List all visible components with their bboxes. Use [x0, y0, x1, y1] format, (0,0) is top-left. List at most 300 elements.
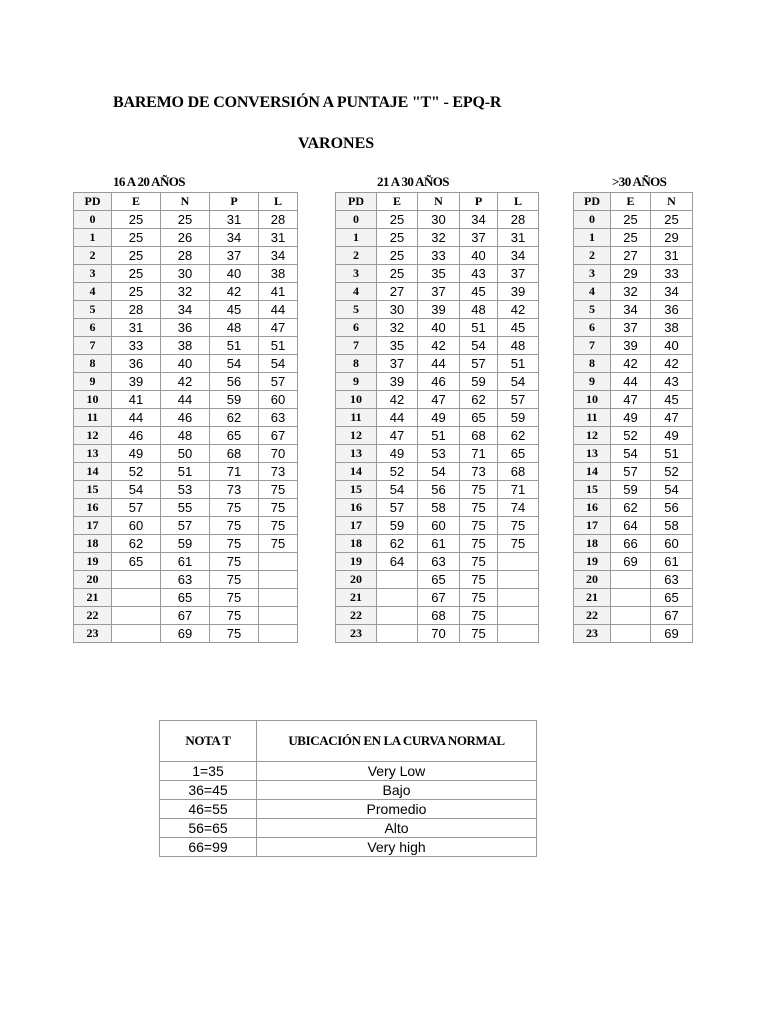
score-cell: 47 — [651, 409, 693, 427]
score-cell — [377, 589, 418, 607]
score-cell — [112, 625, 161, 643]
pd-cell: 19 — [336, 553, 377, 571]
score-cell: 62 — [498, 427, 539, 445]
score-cell: 43 — [460, 265, 498, 283]
score-cell: 75 — [210, 499, 259, 517]
ubicacion-cell: Alto — [257, 819, 537, 838]
score-cell — [498, 553, 539, 571]
score-cell: 54 — [418, 463, 460, 481]
table-label-21-30: 21 A 30 AÑOS — [377, 174, 449, 189]
pd-cell: 17 — [336, 517, 377, 535]
score-cell: 33 — [651, 265, 693, 283]
table-row — [336, 211, 539, 229]
table-row — [74, 337, 298, 355]
table-row — [574, 571, 693, 589]
score-cell: 75 — [210, 607, 259, 625]
pd-cell: 22 — [574, 607, 611, 625]
score-cell: 48 — [460, 301, 498, 319]
score-cell: 45 — [210, 301, 259, 319]
score-cell: 46 — [112, 427, 161, 445]
score-cell: 75 — [460, 625, 498, 643]
score-cell: 47 — [418, 391, 460, 409]
pd-cell: 22 — [74, 607, 112, 625]
table-row — [574, 319, 693, 337]
score-cell: 51 — [210, 337, 259, 355]
pd-cell: 9 — [574, 373, 611, 391]
pd-cell: 6 — [574, 319, 611, 337]
score-cell: 37 — [611, 319, 651, 337]
score-cell: 44 — [611, 373, 651, 391]
pd-cell: 10 — [74, 391, 112, 409]
pd-cell: 6 — [336, 319, 377, 337]
pd-cell: 15 — [574, 481, 611, 499]
score-cell: 34 — [460, 211, 498, 229]
score-cell: 75 — [460, 517, 498, 535]
table-row — [336, 463, 539, 481]
score-cell: 59 — [161, 535, 210, 553]
pd-cell: 4 — [574, 283, 611, 301]
score-cell: 25 — [377, 229, 418, 247]
pd-cell: 7 — [574, 337, 611, 355]
table-row — [336, 319, 539, 337]
score-cell: 36 — [161, 319, 210, 337]
score-cell: 65 — [651, 589, 693, 607]
score-cell: 44 — [112, 409, 161, 427]
score-cell: 59 — [498, 409, 539, 427]
score-cell: 61 — [418, 535, 460, 553]
score-cell — [259, 571, 298, 589]
pd-cell: 4 — [74, 283, 112, 301]
pd-cell: 22 — [336, 607, 377, 625]
score-cell: 51 — [460, 319, 498, 337]
nota-t-cell: 56=65 — [160, 819, 257, 838]
pd-cell: 10 — [574, 391, 611, 409]
column-header: N — [651, 193, 693, 211]
score-cell: 45 — [460, 283, 498, 301]
table-row — [74, 355, 298, 373]
score-cell: 75 — [498, 535, 539, 553]
score-cell: 67 — [259, 427, 298, 445]
score-cell: 63 — [418, 553, 460, 571]
pd-cell: 19 — [574, 553, 611, 571]
score-cell: 52 — [651, 463, 693, 481]
score-cell: 37 — [210, 247, 259, 265]
pd-cell: 21 — [336, 589, 377, 607]
nota-row — [160, 838, 537, 857]
pd-cell: 20 — [74, 571, 112, 589]
score-cell: 49 — [377, 445, 418, 463]
table-row — [574, 211, 693, 229]
table-row — [574, 427, 693, 445]
table-row — [336, 553, 539, 571]
table-row — [336, 265, 539, 283]
score-cell: 25 — [112, 229, 161, 247]
score-cell: 25 — [377, 265, 418, 283]
pd-cell: 13 — [74, 445, 112, 463]
score-cell: 74 — [498, 499, 539, 517]
nota-t-table — [159, 720, 537, 857]
score-cell: 54 — [611, 445, 651, 463]
nota-t-cell: 1=35 — [160, 762, 257, 781]
score-cell: 28 — [498, 211, 539, 229]
score-cell: 52 — [112, 463, 161, 481]
score-cell: 59 — [460, 373, 498, 391]
pd-cell: 6 — [74, 319, 112, 337]
score-cell: 57 — [112, 499, 161, 517]
score-cell: 34 — [259, 247, 298, 265]
score-cell: 25 — [112, 265, 161, 283]
score-cell: 36 — [112, 355, 161, 373]
score-cell: 75 — [460, 553, 498, 571]
score-cell: 35 — [418, 265, 460, 283]
table-row — [336, 373, 539, 391]
score-cell: 73 — [460, 463, 498, 481]
score-cell: 25 — [377, 211, 418, 229]
score-cell: 75 — [460, 481, 498, 499]
table-row — [336, 481, 539, 499]
pd-cell: 18 — [574, 535, 611, 553]
table-row — [574, 301, 693, 319]
pd-cell: 3 — [574, 265, 611, 283]
score-cell: 62 — [460, 391, 498, 409]
score-cell: 71 — [460, 445, 498, 463]
score-cell: 47 — [259, 319, 298, 337]
score-cell — [377, 607, 418, 625]
page-title: BAREMO DE CONVERSIÓN A PUNTAJE "T" - EPQ-R — [113, 94, 502, 111]
score-cell: 32 — [161, 283, 210, 301]
score-cell: 34 — [161, 301, 210, 319]
score-cell: 51 — [259, 337, 298, 355]
nota-t-cell: 36=45 — [160, 781, 257, 800]
score-cell — [112, 607, 161, 625]
nota-row — [160, 819, 537, 838]
score-cell: 75 — [210, 571, 259, 589]
table-row — [336, 517, 539, 535]
score-cell: 47 — [611, 391, 651, 409]
pd-cell: 5 — [336, 301, 377, 319]
score-cell: 75 — [460, 571, 498, 589]
score-cell: 51 — [498, 355, 539, 373]
score-cell: 75 — [460, 535, 498, 553]
table-row — [74, 553, 298, 571]
score-cell: 49 — [611, 409, 651, 427]
pd-cell: 20 — [336, 571, 377, 589]
column-header: N — [418, 193, 460, 211]
score-cell: 43 — [651, 373, 693, 391]
score-cell: 38 — [259, 265, 298, 283]
nota-row — [160, 781, 537, 800]
table-row — [336, 301, 539, 319]
table-row — [574, 463, 693, 481]
pd-cell: 15 — [74, 481, 112, 499]
table-row — [74, 301, 298, 319]
table-row — [74, 625, 298, 643]
score-cell: 65 — [161, 589, 210, 607]
score-cell — [377, 571, 418, 589]
score-cell: 25 — [611, 229, 651, 247]
score-cell: 63 — [161, 571, 210, 589]
score-cell: 65 — [498, 445, 539, 463]
table-row — [336, 445, 539, 463]
score-cell: 32 — [377, 319, 418, 337]
score-cell — [498, 625, 539, 643]
score-cell: 44 — [377, 409, 418, 427]
column-header: E — [611, 193, 651, 211]
score-cell: 29 — [651, 229, 693, 247]
score-cell: 57 — [460, 355, 498, 373]
pd-cell: 13 — [336, 445, 377, 463]
score-cell — [611, 625, 651, 643]
score-cell: 48 — [161, 427, 210, 445]
table-row — [574, 337, 693, 355]
score-cell: 56 — [651, 499, 693, 517]
pd-cell: 3 — [74, 265, 112, 283]
pd-cell: 16 — [336, 499, 377, 517]
score-cell: 34 — [651, 283, 693, 301]
score-cell: 69 — [161, 625, 210, 643]
score-cell: 75 — [460, 607, 498, 625]
score-cell — [259, 607, 298, 625]
score-cell: 41 — [259, 283, 298, 301]
score-cell: 27 — [377, 283, 418, 301]
table-row — [574, 499, 693, 517]
table-row — [574, 481, 693, 499]
score-cell: 57 — [611, 463, 651, 481]
score-cell: 31 — [210, 211, 259, 229]
score-cell: 35 — [377, 337, 418, 355]
table-header — [574, 193, 693, 211]
score-cell: 54 — [112, 481, 161, 499]
table-row — [574, 373, 693, 391]
table-row — [74, 517, 298, 535]
score-cell: 54 — [651, 481, 693, 499]
score-cell: 68 — [498, 463, 539, 481]
pd-cell: 23 — [74, 625, 112, 643]
nota-body — [160, 762, 537, 857]
table-body — [574, 211, 693, 643]
score-cell: 31 — [112, 319, 161, 337]
table-row — [574, 409, 693, 427]
nota-t-cell: 66=99 — [160, 838, 257, 857]
score-cell: 39 — [611, 337, 651, 355]
table-row — [74, 247, 298, 265]
score-cell: 50 — [161, 445, 210, 463]
score-cell: 42 — [418, 337, 460, 355]
score-cell — [498, 589, 539, 607]
score-cell: 67 — [161, 607, 210, 625]
score-cell: 67 — [651, 607, 693, 625]
score-cell: 54 — [377, 481, 418, 499]
score-cell: 32 — [418, 229, 460, 247]
table-row — [74, 283, 298, 301]
table-row — [574, 283, 693, 301]
score-cell: 71 — [498, 481, 539, 499]
table-body — [336, 211, 539, 643]
table-row — [336, 409, 539, 427]
table-header-row — [74, 193, 298, 211]
score-cell: 37 — [460, 229, 498, 247]
pd-cell: 23 — [574, 625, 611, 643]
score-cell: 30 — [418, 211, 460, 229]
score-cell: 75 — [460, 589, 498, 607]
score-cell: 68 — [210, 445, 259, 463]
pd-cell: 12 — [74, 427, 112, 445]
table-row — [74, 445, 298, 463]
ubicacion-cell: Very high — [257, 838, 537, 857]
pd-cell: 9 — [336, 373, 377, 391]
table-row — [74, 607, 298, 625]
table-row — [74, 229, 298, 247]
table-row — [574, 625, 693, 643]
score-cell: 60 — [112, 517, 161, 535]
score-cell — [498, 607, 539, 625]
table-row — [574, 553, 693, 571]
score-cell: 25 — [112, 283, 161, 301]
score-cell: 57 — [161, 517, 210, 535]
score-cell: 65 — [460, 409, 498, 427]
ubicacion-cell: Promedio — [257, 800, 537, 819]
table-row — [74, 319, 298, 337]
pd-cell: 8 — [574, 355, 611, 373]
score-cell: 31 — [498, 229, 539, 247]
score-cell: 59 — [210, 391, 259, 409]
pd-cell: 14 — [336, 463, 377, 481]
score-cell: 34 — [498, 247, 539, 265]
score-cell: 75 — [259, 481, 298, 499]
pd-cell: 14 — [74, 463, 112, 481]
score-cell — [611, 571, 651, 589]
table-row — [574, 607, 693, 625]
table-row — [574, 265, 693, 283]
score-cell: 75 — [210, 517, 259, 535]
pd-cell: 8 — [74, 355, 112, 373]
score-cell: 62 — [611, 499, 651, 517]
score-cell: 54 — [210, 355, 259, 373]
pd-cell: 18 — [336, 535, 377, 553]
column-header: P — [460, 193, 498, 211]
table-header-row — [574, 193, 693, 211]
score-cell: 33 — [418, 247, 460, 265]
score-cell: 66 — [611, 535, 651, 553]
table-body — [74, 211, 298, 643]
score-cell: 64 — [377, 553, 418, 571]
pd-cell: 8 — [336, 355, 377, 373]
score-cell: 46 — [418, 373, 460, 391]
score-cell: 56 — [210, 373, 259, 391]
table-row — [336, 607, 539, 625]
baremo-table-over-30 — [573, 192, 693, 643]
column-header: PD — [74, 193, 112, 211]
table-row — [74, 589, 298, 607]
table-row — [336, 283, 539, 301]
table-row — [74, 427, 298, 445]
score-cell: 42 — [377, 391, 418, 409]
score-cell: 68 — [460, 427, 498, 445]
table-row — [336, 427, 539, 445]
score-cell: 49 — [651, 427, 693, 445]
pd-cell: 21 — [74, 589, 112, 607]
pd-cell: 5 — [574, 301, 611, 319]
pd-cell: 10 — [336, 391, 377, 409]
score-cell: 65 — [210, 427, 259, 445]
score-cell: 61 — [161, 553, 210, 571]
score-cell: 63 — [651, 571, 693, 589]
score-cell: 54 — [460, 337, 498, 355]
pd-cell: 13 — [574, 445, 611, 463]
column-header: E — [377, 193, 418, 211]
pd-cell: 5 — [74, 301, 112, 319]
pd-cell: 0 — [74, 211, 112, 229]
score-cell — [377, 625, 418, 643]
pd-cell: 1 — [74, 229, 112, 247]
score-cell: 44 — [161, 391, 210, 409]
table-row — [574, 445, 693, 463]
table-row — [74, 499, 298, 517]
pd-cell: 17 — [574, 517, 611, 535]
score-cell: 29 — [611, 265, 651, 283]
page-subtitle: VARONES — [298, 135, 375, 152]
pd-cell: 12 — [574, 427, 611, 445]
score-cell: 65 — [112, 553, 161, 571]
score-cell: 31 — [259, 229, 298, 247]
table-row — [336, 229, 539, 247]
score-cell: 51 — [651, 445, 693, 463]
pd-cell: 18 — [74, 535, 112, 553]
table-header — [336, 193, 539, 211]
score-cell: 39 — [498, 283, 539, 301]
score-cell: 71 — [210, 463, 259, 481]
score-cell: 25 — [161, 211, 210, 229]
nota-row — [160, 800, 537, 819]
score-cell: 49 — [112, 445, 161, 463]
score-cell: 33 — [112, 337, 161, 355]
score-cell: 60 — [259, 391, 298, 409]
table-row — [336, 535, 539, 553]
nota-row — [160, 762, 537, 781]
pd-cell: 2 — [574, 247, 611, 265]
score-cell: 40 — [161, 355, 210, 373]
score-cell — [112, 571, 161, 589]
score-cell: 40 — [651, 337, 693, 355]
score-cell: 60 — [651, 535, 693, 553]
pd-cell: 3 — [336, 265, 377, 283]
score-cell — [259, 589, 298, 607]
table-row — [336, 499, 539, 517]
score-cell: 75 — [210, 589, 259, 607]
table-row — [336, 337, 539, 355]
score-cell: 25 — [112, 211, 161, 229]
score-cell: 41 — [112, 391, 161, 409]
score-cell: 25 — [112, 247, 161, 265]
table-row — [74, 373, 298, 391]
table-row — [74, 481, 298, 499]
score-cell: 64 — [611, 517, 651, 535]
column-header: L — [259, 193, 298, 211]
score-cell: 40 — [210, 265, 259, 283]
score-cell: 75 — [210, 553, 259, 571]
score-cell: 62 — [112, 535, 161, 553]
score-cell: 42 — [611, 355, 651, 373]
ubicacion-cell: Very Low — [257, 762, 537, 781]
score-cell: 68 — [418, 607, 460, 625]
score-cell: 75 — [259, 517, 298, 535]
score-cell: 37 — [377, 355, 418, 373]
baremo-table-21-30 — [335, 192, 539, 643]
score-cell: 58 — [418, 499, 460, 517]
score-cell: 42 — [161, 373, 210, 391]
table-row — [574, 355, 693, 373]
score-cell: 32 — [611, 283, 651, 301]
